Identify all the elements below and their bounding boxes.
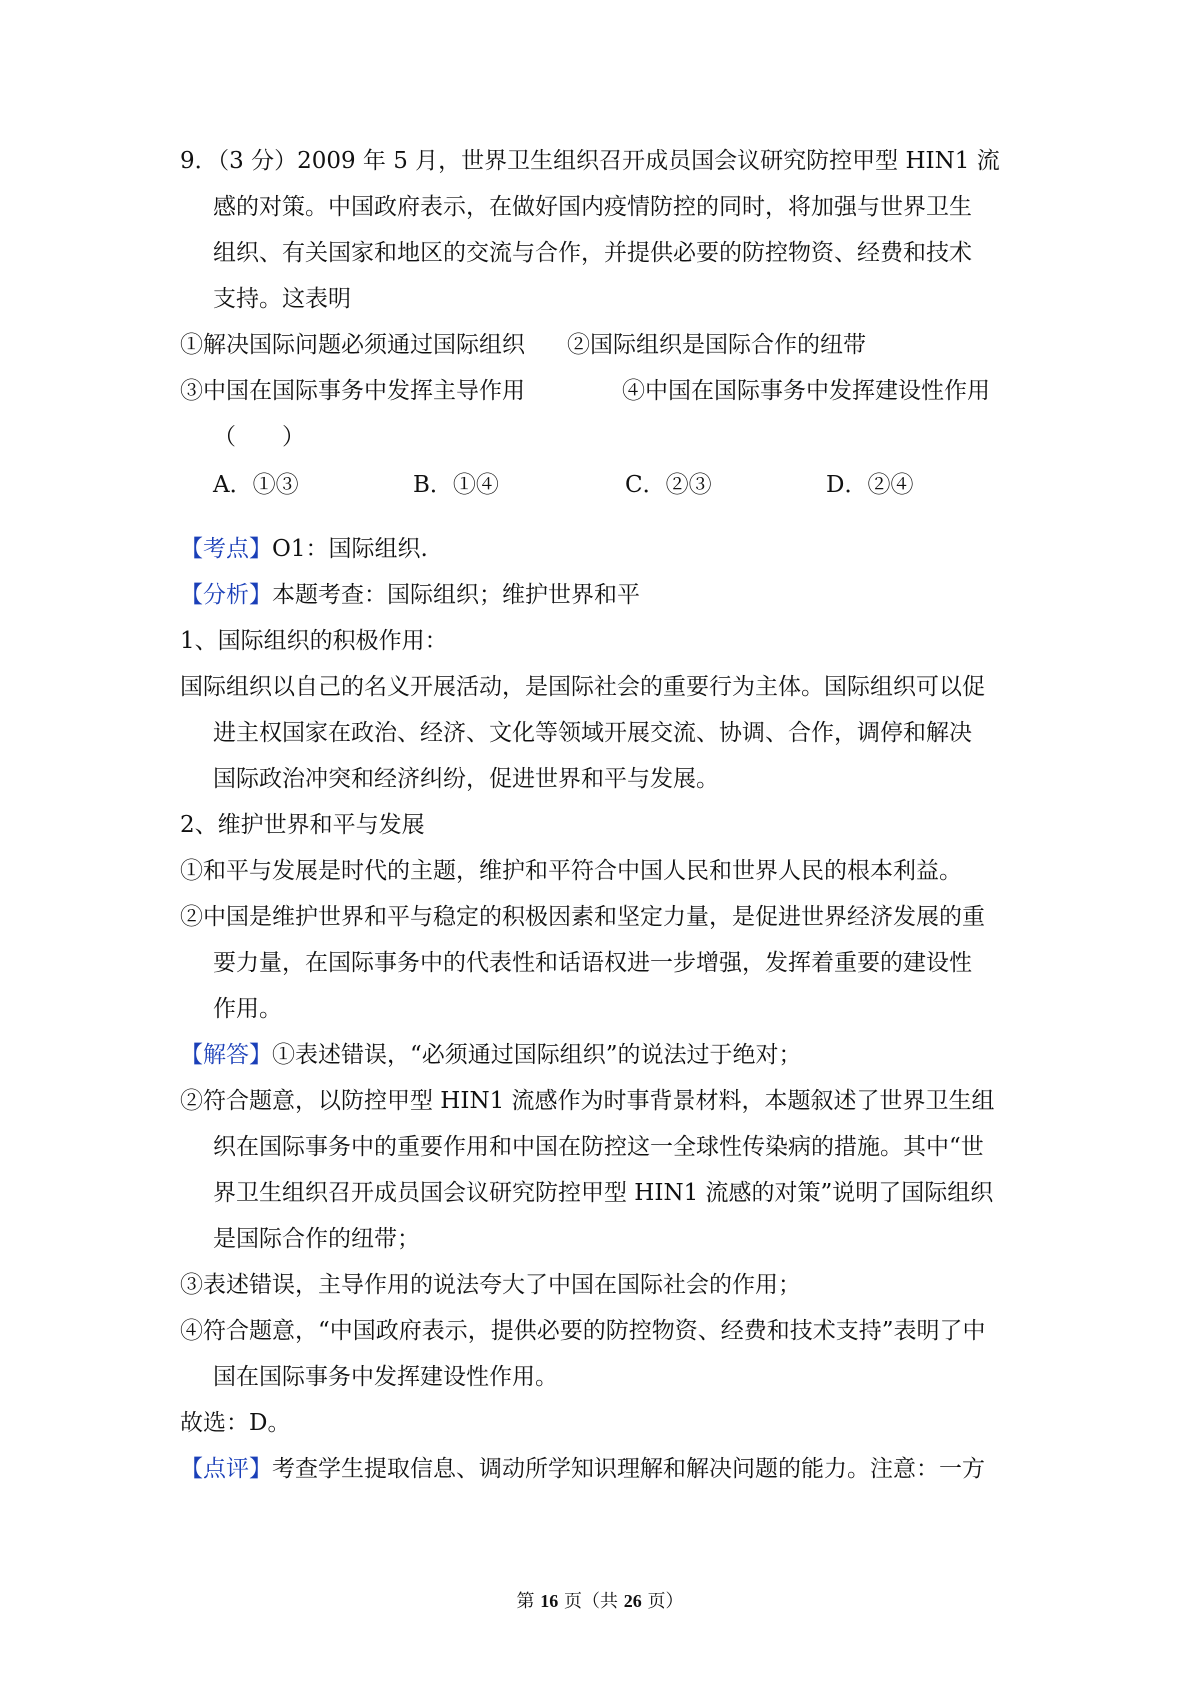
kaodian-text: O1：国际组织. bbox=[272, 536, 428, 562]
statement-2: ②国际组织是国际合作的纽带 bbox=[567, 332, 866, 358]
statement-1: ①解决国际问题必须通过国际组织 bbox=[180, 332, 525, 358]
fenxi-line: 作用。 bbox=[213, 996, 282, 1022]
jieda-line: 故选：D。 bbox=[180, 1410, 291, 1436]
kaodian-section bbox=[180, 534, 428, 564]
jieda-section bbox=[180, 1040, 802, 1070]
footer-mid: 页（共 bbox=[558, 1591, 624, 1612]
fenxi-line: 1、国际组织的积极作用： bbox=[180, 628, 448, 654]
fenxi-line: 国际政治冲突和经济纠纷，促进世界和平与发展。 bbox=[213, 766, 719, 792]
statement-4: ④中国在国际事务中发挥建设性作用 bbox=[622, 378, 990, 404]
option-a: A．①③ bbox=[213, 472, 299, 498]
fenxi-section bbox=[180, 580, 640, 610]
footer-page-number: 16 bbox=[540, 1591, 559, 1611]
fenxi-line: 国际组织以自己的名义开展活动，是国际社会的重要行为主体。国际组织可以促 bbox=[180, 674, 985, 700]
footer-total-pages: 26 bbox=[623, 1591, 642, 1611]
kaodian-tag: 【考点】 bbox=[180, 536, 272, 562]
jieda-tag: 【解答】 bbox=[180, 1042, 272, 1068]
statement-3: ③中国在国际事务中发挥主导作用 bbox=[180, 378, 525, 404]
fenxi-line: 进主权国家在政治、经济、文化等领域开展交流、协调、合作，调停和解决 bbox=[213, 720, 972, 746]
jieda-line: 是国际合作的纽带； bbox=[213, 1226, 420, 1252]
footer-post: 页） bbox=[641, 1591, 684, 1612]
jieda-line: ③表述错误，主导作用的说法夸大了中国在国际社会的作用； bbox=[180, 1272, 801, 1298]
fenxi-text: 本题考查：国际组织；维护世界和平 bbox=[272, 582, 640, 608]
jieda-line: ②符合题意，以防控甲型 HIN1 流感作为时事背景材料，本题叙述了世界卫生组 bbox=[180, 1088, 995, 1114]
fenxi-tag: 【分析】 bbox=[180, 582, 272, 608]
dianping-text: 考查学生提取信息、调动所学知识理解和解决问题的能力。注意：一方 bbox=[272, 1456, 985, 1482]
question-line: 支持。这表明 bbox=[213, 286, 351, 312]
fenxi-line: ①和平与发展是时代的主题，维护和平符合中国人民和世界人民的根本利益。 bbox=[180, 858, 962, 884]
question-line: 感的对策。中国政府表示，在做好国内疫情防控的同时，将加强与世界卫生 bbox=[213, 194, 972, 220]
option-d: D．②④ bbox=[826, 472, 914, 498]
jieda-line: 界卫生组织召开成员国会议研究防控甲型 HIN1 流感的对策”说明了国际组织 bbox=[213, 1180, 994, 1206]
question-line: 组织、有关国家和地区的交流与合作，并提供必要的防控物资、经费和技术 bbox=[213, 240, 972, 266]
fenxi-line: 2、维护世界和平与发展 bbox=[180, 812, 425, 838]
dianping-tag: 【点评】 bbox=[180, 1456, 272, 1482]
footer-pre: 第 bbox=[516, 1591, 541, 1612]
fenxi-line: ②中国是维护世界和平与稳定的积极因素和坚定力量，是促进世界经济发展的重 bbox=[180, 904, 985, 930]
fenxi-line: 要力量，在国际事务中的代表性和话语权进一步增强，发挥着重要的建设性 bbox=[213, 950, 972, 976]
option-b: B．①④ bbox=[413, 472, 499, 498]
page-footer bbox=[0, 1589, 1200, 1614]
question-line: 9．（3 分）2009 年 5 月，世界卫生组织召开成员国会议研究防控甲型 HIN1 流 bbox=[180, 148, 1000, 174]
jieda-line: ④符合题意，“中国政府表示，提供必要的防控物资、经费和技术支持”表明了中 bbox=[180, 1318, 986, 1344]
jieda-line: 国在国际事务中发挥建设性作用。 bbox=[213, 1364, 558, 1390]
option-c: C．②③ bbox=[625, 472, 712, 498]
answer-blank: （ ） bbox=[213, 424, 305, 450]
jieda-text: ①表述错误，“必须通过国际组织”的说法过于绝对； bbox=[272, 1042, 802, 1068]
dianping-section bbox=[180, 1454, 985, 1484]
jieda-line: 织在国际事务中的重要作用和中国在防控这一全球性传染病的措施。其中“世 bbox=[213, 1134, 984, 1160]
